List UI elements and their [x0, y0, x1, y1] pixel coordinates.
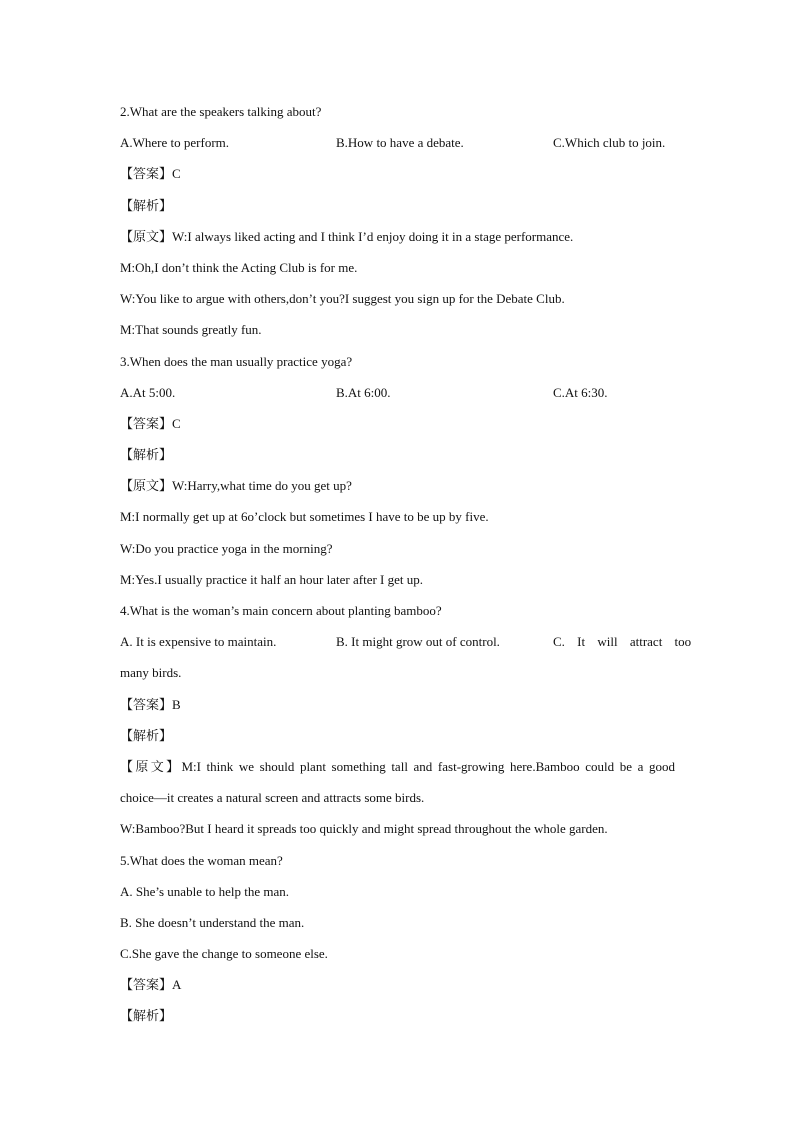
q4-transcript-line: 【原文】M:I think we should plant something tall and fast-growing here.Bamboo could be a good: [120, 758, 675, 774]
q3-options: [120, 382, 675, 413]
q5-answer: 【答案】A: [120, 977, 182, 993]
q2-transcript-line: M:Oh,I don’t think the Acting Club is for me.: [120, 259, 358, 275]
q4-option-b: B. It might grow out of control.: [336, 634, 500, 650]
q4-options: [120, 631, 692, 662]
q2-transcript-line: W:You like to argue with others,don’t you?I suggest you sign up for the Debate Club.: [120, 291, 565, 307]
q2-transcript-line: 【原文】W:I always liked acting and I think I’d enjoy doing it in a stage performance.: [120, 228, 574, 244]
q4-analysis-label: 【解析】: [120, 727, 173, 743]
q2-options: [120, 132, 675, 163]
q4-question: 4.What is the woman’s main concern about planting bamboo?: [120, 603, 442, 618]
q3-transcript-line: 【原文】W:Harry,what time do you get up?: [120, 478, 352, 494]
q4-option-continuation: many birds.: [120, 665, 182, 681]
q2-transcript-line: M:That sounds greatly fun.: [120, 322, 262, 338]
q2-option-c: C.Which club to join.: [553, 135, 666, 151]
q4-option-c: C. It will attract too: [553, 634, 692, 650]
q4-transcript-line: W:Bamboo?But I heard it spreads too quickly and might spread throughout the whole garden.: [120, 821, 608, 837]
q2-answer: 【答案】C: [120, 166, 181, 182]
q4-answer: 【答案】B: [120, 696, 181, 712]
q2-analysis-label: 【解析】: [120, 197, 173, 213]
q3-transcript-line: M:I normally get up at 6o’clock but sometimes I have to be up by five.: [120, 509, 489, 525]
document-page: [120, 101, 692, 1037]
q4-option-a: A. It is expensive to maintain.: [120, 634, 277, 650]
q5-option-a: A. She’s unable to help the man.: [120, 883, 289, 899]
q2-question: 2.What are the speakers talking about?: [120, 104, 322, 119]
q5-option-c: C.She gave the change to someone else.: [120, 946, 328, 962]
q5-option-b: B. She doesn’t understand the man.: [120, 914, 305, 930]
q2-option-b: B.How to have a debate.: [336, 135, 464, 151]
q3-question: 3.When does the man usually practice yoga?: [120, 353, 353, 369]
q3-analysis-label: 【解析】: [120, 447, 173, 463]
q5-question: 5.What does the woman mean?: [120, 852, 283, 868]
q3-option-c: C.At 6:30.: [553, 384, 608, 400]
q3-option-b: B.At 6:00.: [336, 384, 391, 400]
q3-transcript-line: W:Do you practice yoga in the morning?: [120, 540, 333, 556]
q2-option-a: A.Where to perform.: [120, 135, 230, 151]
q5-analysis-label: 【解析】: [120, 1008, 173, 1024]
q3-option-a: A.At 5:00.: [120, 384, 176, 400]
q3-transcript-line: M:Yes.I usually practice it half an hour later after I get up.: [120, 571, 423, 587]
q4-transcript-line: choice—it creates a natural screen and attracts some birds.: [120, 790, 425, 806]
q3-answer: 【答案】C: [120, 415, 181, 431]
